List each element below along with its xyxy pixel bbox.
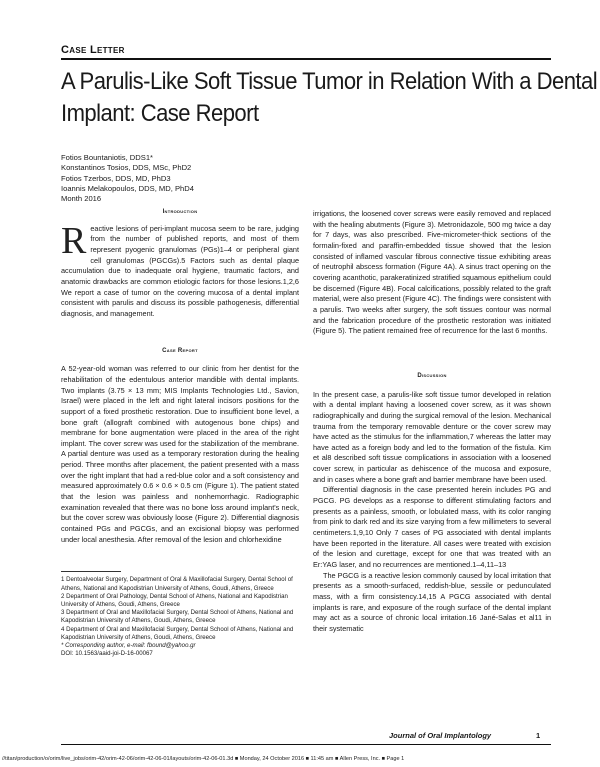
author-1: Fotios Bountaniotis, DDS1* — [61, 153, 154, 162]
section-label: Case Letter — [61, 44, 125, 56]
production-slug: //titan/production/o/orim/live_jobs/orim-42/orim-42-06/orim-42-06-01/layouts/orim-42-06-01.3d ■ Monday, 24 October 2016 ■ 11:45 am ■ Allen Press, Inc. ■ Page 1 — [2, 756, 405, 762]
article-title — [61, 66, 598, 130]
title-line-2: Implant: Case Report — [61, 100, 259, 127]
footer-rule — [61, 744, 551, 745]
doi: DOI: 10.1563/aaid-joi-D-16-00067 — [61, 650, 153, 658]
title-line-1: A Parulis-Like Soft Tissue Tumor in Relation With a Dental — [61, 68, 598, 95]
introduction-paragraph — [61, 219, 299, 320]
discussion-paragraph-3: The PGCG is a reactive lesion commonly caused by local irritation that presents as a smooth-surfaced, reddish-blue, sessile or pedunculated mass, with a firm consistency.14,15 A PGCG associated with dental implants is rare, and exposure of the rough surface of the dental implant may act as a source of chronic local irritation.16 Jané-Salas et al11 in their systematic — [313, 570, 551, 633]
discussion-heading: Discussion — [417, 372, 447, 379]
publication-month: Month 2016 — [61, 194, 102, 204]
footnote-3: 3 Department of Oral and Maxillofacial Surgery, Dental School of Athens, National and Kapodistrian University of Athens, Goudi, Athens, Greece — [61, 609, 294, 625]
footnote-block — [61, 571, 299, 658]
introduction-body: eactive lesions of peri-implant mucosa seem to be rare, judging from the number of published reports, and most of them represent pyogenic granulomas (PGs)1–4 or peripheral giant cell granulomas (PGCGs).5 Factors such as dental plaque accumulation due to inadequate oral hygiene, traumatic factors, and anatomic drawbacks are common etiologic factors for those lesions.1,2,6 We report a case of tumor on the covering mucosa of a dental implant consistent with parulis and discuss its possible pathogenesis, differential diagnosis, and management. — [61, 223, 299, 318]
left-column — [61, 207, 299, 658]
footnote-1: 1 Dentoalveolar Surgery, Department of Oral & Maxillofacial Surgery, Dental School of Athens, National and Kapodistrian University of Athens, Goudi, Athens, Greece — [61, 576, 293, 592]
journal-name: Journal of Oral Implantology — [389, 731, 492, 740]
author-4: Ioannis Melakopoulos, DDS, MD, PhD4 — [61, 183, 194, 193]
author-3: Fotios Tzerbos, DDS, MD, PhD3 — [61, 173, 171, 183]
drop-cap: R — [61, 219, 87, 262]
case-report-continued: irrigations, the loosened cover screws were easily removed and replaced with the healing abutments (Figure 3). Metronidazole, 500 mg twice a day for 7 days, was also prescribed. Five-micrometer-thick sections of the formalin-fixed and paraffin-embedded tissue showed that the lesion consisted of inflamed vascular fibrous connective tissue exhibiting areas of neutrophil abscess formation (Figure 4A). A sinus tract opening on the covering acanthotic, parakeratinized stratified squamous epithelium could be discerned (Figure 4B). Focal calcifications, possibly related to the graft material, were also present (Figure 4C). The findings were consistent with a parulis. Two weeks after surgery, the soft tissues contour was normal and the fabrication procedure of the prosthetic restoration was initiated (Figure 5). The patient remained free of recurrence for the last 6 months. — [313, 209, 551, 336]
page-number: 1 — [536, 731, 541, 740]
footnote-2: 2 Department of Oral Pathology, Dental School of Athens, National and Kapodistrian University of Athens, Goudi, Athens, Greece — [61, 592, 288, 608]
discussion-paragraph-2: Differential diagnosis in the case presented herein includes PG and PGCG. PG develops as a response to different stimulating factors and presents as a painless, smooth, or lobulated mass, with its color ranging from pink to dark red and its size varying from a few millimeters to several centimeters.1,9,10 Only 7 cases of PG associated with dental implants have been reported in the literature. All cases were treated with excision of the lesion and curettage, except for one that was treated with an Er:YAG laser, and no recurrences are mentioned.1–4,11–13 — [313, 485, 551, 570]
footnote-4: 4 Department of Oral and Maxillofacial Surgery, Dental School of Athens, National and Kapodistrian University of Athens, Goudi, Athens, Greece — [61, 625, 294, 641]
right-column — [313, 209, 551, 635]
author-list — [61, 153, 194, 204]
footnotes — [61, 576, 299, 658]
discussion-paragraph-1: In the present case, a parulis-like soft tissue tumor developed in relation with a dental implant having a loosened cover screw, as it was shown radiographically and during the surgical removal of the lesion. Mechanical trauma from the temporary removable denture or the cover screw may have acted as the stimulus for the inflammation,7 whereas the latter may have acted as a foreign body and led to the formation of the fistula. Kim et al8 described soft tissue complications in association with a loosened cover screw, in particular as dehiscence of the mucosa and exposure, and in cases where a bone graft and barrier membrane have been used. — [313, 389, 551, 484]
case-report-heading: Case Report — [162, 347, 198, 354]
header-rule — [61, 58, 551, 60]
corresponding-author: * Corresponding author, e-mail: fbound@yahoo.gr — [61, 642, 196, 649]
introduction-heading: Introduction — [162, 209, 198, 215]
case-report-body: A 52-year-old woman was referred to our clinic from her dentist for the rehabilitation of the edentulous anterior mandible with dental implants. Two implants (3.75 × 13 mm; MIS Implants Technologies Ltd., Savion, Israel) were placed in the left and right lateral incisors positions for the support of a fixed prosthetic restoration. Due to insufficient bone level, a bone graft (allograft combined with autogenous bone chips) and membrane for bone augmentation were placed in the area of the right implant. The cover screw was used for the stabilization of the membrane. A partial denture was used as a temporary restoration during the healing period. Three months after placement, the patient presented with a mass over the right implant that had a red-blue color and a soft consistency and measured approximately 0.6 × 0.6 × 0.5 cm (Figure 1). The patient stated that the lesion was painless and nonhemorrhagic. Radiographic examination revealed that there was no bone loss around implant's neck, but the cover screw was obviously loose (Figure 2). Differential diagnosis contained PGs and PGCGs, and an excisional biopsy was performed under local anesthesia. After removal of the lesion and chlorhexidine — [61, 364, 299, 544]
footnote-rule — [61, 571, 121, 572]
author-2: Konstantinos Tosios, DDS, MSc, PhD2 — [61, 163, 192, 173]
